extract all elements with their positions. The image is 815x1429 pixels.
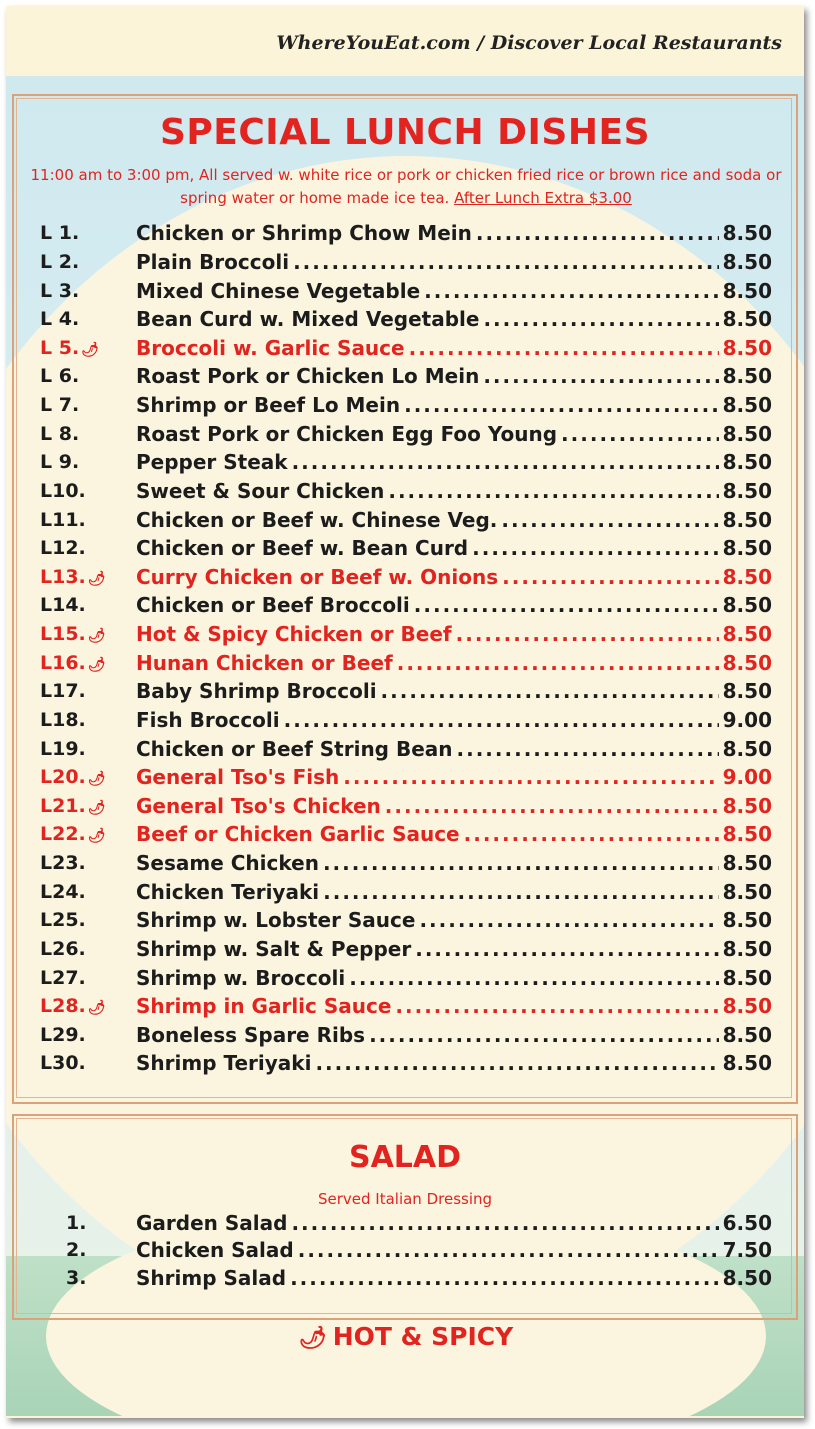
item-code xyxy=(40,394,130,416)
item-code xyxy=(40,594,130,616)
item-code-text: L 9. xyxy=(40,451,80,474)
dot-leader xyxy=(293,250,719,274)
item-code-text: L21. xyxy=(40,794,86,817)
item-code xyxy=(40,680,130,702)
chili-pepper-icon: 🌶︎ xyxy=(87,771,106,788)
item-line xyxy=(136,565,772,589)
dot-leader xyxy=(414,593,719,617)
item-code xyxy=(40,280,130,302)
item-code-text: L15. xyxy=(40,623,86,646)
menu-item xyxy=(6,763,804,792)
item-name: Mixed Chinese Vegetable xyxy=(136,278,421,303)
item-name: Boneless Spare Ribs xyxy=(136,1022,366,1047)
item-line xyxy=(136,450,772,474)
dot-leader xyxy=(476,221,719,245)
dot-leader xyxy=(419,908,718,932)
item-name: Sesame Chicken xyxy=(136,851,319,876)
dot-leader xyxy=(415,937,718,961)
after-lunch-extra: After Lunch Extra $3.00 xyxy=(454,189,632,207)
item-price: 8.50 xyxy=(722,622,772,647)
item-price: 8.50 xyxy=(722,822,772,847)
dot-leader xyxy=(290,1266,719,1290)
item-name: Shrimp or Beef Lo Mein xyxy=(136,393,401,418)
dot-leader xyxy=(472,536,719,560)
item-name: Garden Salad xyxy=(136,1210,288,1235)
menu-item xyxy=(6,648,804,677)
item-code xyxy=(40,423,130,445)
chili-pepper-icon: 🌶︎ xyxy=(87,570,106,587)
item-line xyxy=(136,994,772,1018)
item-price: 8.50 xyxy=(722,793,772,818)
dot-leader xyxy=(369,1023,719,1047)
dot-leader xyxy=(395,994,718,1018)
hot-spicy-legend xyxy=(6,1322,804,1351)
salad-title: SALAD xyxy=(348,1140,462,1175)
item-price: 6.50 xyxy=(722,1210,772,1235)
dot-leader xyxy=(424,279,719,303)
item-code xyxy=(40,308,130,330)
item-code xyxy=(40,766,130,788)
item-name: Sweet & Sour Chicken xyxy=(136,478,385,503)
item-line xyxy=(136,393,772,417)
item-price: 8.50 xyxy=(722,421,772,446)
dot-leader xyxy=(323,880,719,904)
item-line xyxy=(136,536,772,560)
item-code-text: L30. xyxy=(40,1052,86,1075)
item-code xyxy=(40,566,130,588)
item-line xyxy=(136,1023,772,1047)
item-code xyxy=(40,623,130,645)
menu-item xyxy=(6,734,804,763)
item-code-text: 3. xyxy=(66,1266,87,1289)
dot-leader xyxy=(483,307,718,331)
dot-leader xyxy=(298,1238,719,1262)
dot-leader xyxy=(397,651,719,675)
dot-leader xyxy=(323,851,719,875)
item-line xyxy=(136,508,772,532)
menu-item xyxy=(6,1021,804,1050)
item-price: 8.50 xyxy=(722,650,772,675)
item-line xyxy=(136,1211,772,1235)
item-price: 9.00 xyxy=(722,707,772,732)
item-price: 8.50 xyxy=(722,593,772,618)
menu-item xyxy=(6,1049,804,1078)
item-code xyxy=(40,509,130,531)
item-line xyxy=(136,279,772,303)
menu-item xyxy=(6,276,804,305)
item-price: 8.50 xyxy=(722,908,772,933)
item-code xyxy=(40,967,130,989)
menu-item xyxy=(6,591,804,620)
item-price: 8.50 xyxy=(722,994,772,1019)
item-name: General Tso's Chicken xyxy=(136,793,381,818)
item-name: Chicken Salad xyxy=(136,1238,294,1263)
dot-leader xyxy=(464,822,719,846)
lunch-hours-note: 11:00 am to 3:00 pm, All served w. white rice or pork or chicken fried rice or brown rice and soda or spring water or home made ice tea. xyxy=(30,166,782,207)
item-name: Chicken or Beef w. Chinese Veg. xyxy=(136,507,498,532)
chili-pepper-icon: 🌶︎ xyxy=(87,828,106,845)
menu-item xyxy=(6,248,804,277)
item-price: 8.50 xyxy=(722,965,772,990)
item-name: Roast Pork or Chicken Lo Mein xyxy=(136,364,480,389)
item-line xyxy=(136,679,772,703)
item-code-text: L10. xyxy=(40,479,86,502)
lunch-menu-list xyxy=(6,219,804,1078)
item-line xyxy=(136,765,772,789)
item-price: 8.50 xyxy=(722,851,772,876)
item-code xyxy=(40,451,130,473)
item-code-text: L12. xyxy=(40,537,86,560)
dot-leader xyxy=(291,1211,718,1235)
menu-item xyxy=(6,219,804,248)
item-name: Chicken or Beef w. Bean Curd xyxy=(136,536,469,561)
item-line xyxy=(136,622,772,646)
menu-item xyxy=(6,448,804,477)
item-price: 8.50 xyxy=(722,936,772,961)
item-code xyxy=(40,365,130,387)
item-code-text: L19. xyxy=(40,737,86,760)
item-code xyxy=(40,480,130,502)
item-price: 8.50 xyxy=(722,507,772,532)
item-code xyxy=(40,881,130,903)
item-line xyxy=(136,1238,772,1262)
item-code-text: L 5. xyxy=(40,336,80,359)
item-name: Hunan Chicken or Beef xyxy=(136,650,393,675)
menu-item xyxy=(6,620,804,649)
item-price: 8.50 xyxy=(722,364,772,389)
dot-leader xyxy=(456,622,719,646)
chili-pepper-icon: 🌶︎ xyxy=(87,656,106,673)
menu-item xyxy=(6,362,804,391)
salad-item xyxy=(6,1237,804,1265)
item-code-text: L 3. xyxy=(40,279,80,302)
salad-subtitle: Served Italian Dressing xyxy=(317,1190,493,1208)
item-line xyxy=(136,822,772,846)
item-code-text: L20. xyxy=(40,766,86,789)
menu-item xyxy=(6,305,804,334)
salad-item xyxy=(6,1209,804,1237)
menu-item xyxy=(6,534,804,563)
item-code-text: L 6. xyxy=(40,365,80,388)
item-code-text: L14. xyxy=(40,594,86,617)
item-name: Shrimp w. Lobster Sauce xyxy=(136,908,416,933)
item-name: Chicken or Beef Broccoli xyxy=(136,593,410,618)
item-code-text: 2. xyxy=(66,1239,87,1262)
dot-leader xyxy=(388,479,718,503)
item-name: Fish Broccoli xyxy=(136,707,280,732)
item-line xyxy=(136,593,772,617)
menu-item xyxy=(6,706,804,735)
menu-item xyxy=(6,505,804,534)
item-line xyxy=(136,221,772,245)
item-name: Bean Curd w. Mixed Vegetable xyxy=(136,307,480,332)
menu-item xyxy=(6,677,804,706)
menu-item xyxy=(6,849,804,878)
item-price: 8.50 xyxy=(722,736,772,761)
item-name: Shrimp Salad xyxy=(136,1265,287,1290)
item-code-text: L11. xyxy=(40,508,86,531)
salad-item xyxy=(6,1264,804,1292)
item-code xyxy=(40,738,130,760)
dot-leader xyxy=(343,765,718,789)
item-price: 8.50 xyxy=(722,1265,772,1290)
item-code-text: L16. xyxy=(40,651,86,674)
menu-item xyxy=(6,935,804,964)
item-code-text: L23. xyxy=(40,852,86,875)
item-code-text: L 8. xyxy=(40,422,80,445)
item-name: Curry Chicken or Beef w. Onions xyxy=(136,564,499,589)
chili-pepper-icon: 🌶︎ xyxy=(87,799,106,816)
item-code xyxy=(40,909,130,931)
item-price: 8.50 xyxy=(722,564,772,589)
item-line xyxy=(136,364,772,388)
item-name: Roast Pork or Chicken Egg Foo Young xyxy=(136,421,558,446)
item-name: Baby Shrimp Broccoli xyxy=(136,679,377,704)
item-price: 9.00 xyxy=(722,765,772,790)
dot-leader xyxy=(404,393,719,417)
item-code xyxy=(40,337,130,359)
item-price: 8.50 xyxy=(722,679,772,704)
menu-item xyxy=(6,820,804,849)
dot-leader xyxy=(284,708,719,732)
dot-leader xyxy=(385,794,719,818)
item-code-text: L 4. xyxy=(40,308,80,331)
menu-item xyxy=(6,419,804,448)
item-line xyxy=(136,1051,772,1075)
item-code-text: L22. xyxy=(40,823,86,846)
item-code-text: L13. xyxy=(40,565,86,588)
item-price: 8.50 xyxy=(722,278,772,303)
menu-page xyxy=(6,6,804,1418)
item-price: 8.50 xyxy=(722,478,772,503)
item-name: Shrimp w. Salt & Pepper xyxy=(136,936,412,961)
item-name: Shrimp in Garlic Sauce xyxy=(136,994,392,1019)
item-code xyxy=(40,251,130,273)
item-name: Beef or Chicken Garlic Sauce xyxy=(136,822,460,847)
item-line xyxy=(136,651,772,675)
menu-item xyxy=(6,477,804,506)
item-name: General Tso's Fish xyxy=(136,765,340,790)
item-price: 8.50 xyxy=(722,879,772,904)
lunch-title: SPECIAL LUNCH DISHES xyxy=(159,112,650,153)
item-code xyxy=(40,652,130,674)
item-code-text: L28. xyxy=(40,995,86,1018)
item-name: Shrimp w. Broccoli xyxy=(136,965,346,990)
item-line xyxy=(136,966,772,990)
item-name: Shrimp Teriyaki xyxy=(136,1051,312,1076)
item-code xyxy=(40,1052,130,1074)
item-name: Plain Broccoli xyxy=(136,249,290,274)
chili-pepper-icon: 🌶︎ xyxy=(87,628,106,645)
dot-leader xyxy=(502,565,719,589)
item-code-text: L 2. xyxy=(40,250,80,273)
item-line xyxy=(136,908,772,932)
item-line xyxy=(136,708,772,732)
item-code xyxy=(40,938,130,960)
item-line xyxy=(136,1266,772,1290)
item-code-text: L29. xyxy=(40,1023,86,1046)
menu-item xyxy=(6,906,804,935)
menu-item xyxy=(6,334,804,363)
dot-leader xyxy=(315,1051,718,1075)
item-line xyxy=(136,880,772,904)
item-code-text: L 7. xyxy=(40,394,80,417)
dot-leader xyxy=(292,450,719,474)
item-name: Chicken Teriyaki xyxy=(136,879,320,904)
item-name: Hot & Spicy Chicken or Beef xyxy=(136,622,452,647)
item-code xyxy=(40,995,130,1017)
item-code-text: L 1. xyxy=(40,222,80,245)
chili-pepper-icon: 🌶︎ xyxy=(81,341,99,358)
item-code-text: 1. xyxy=(66,1211,87,1234)
item-name: Chicken or Beef String Bean xyxy=(136,736,453,761)
item-code-text: L18. xyxy=(40,708,86,731)
item-price: 8.50 xyxy=(722,1051,772,1076)
item-code xyxy=(40,1024,130,1046)
dot-leader xyxy=(561,422,719,446)
item-line xyxy=(136,937,772,961)
item-price: 8.50 xyxy=(722,221,772,246)
item-line xyxy=(136,479,772,503)
item-line xyxy=(136,794,772,818)
dot-leader xyxy=(409,336,719,360)
item-line xyxy=(136,737,772,761)
item-code-text: L17. xyxy=(40,680,86,703)
item-line xyxy=(136,250,772,274)
menu-item xyxy=(6,963,804,992)
dot-leader xyxy=(483,364,718,388)
legend-label: HOT & SPICY xyxy=(332,1322,514,1351)
menu-item xyxy=(6,877,804,906)
item-code xyxy=(40,537,130,559)
menu-item xyxy=(6,992,804,1021)
item-line xyxy=(136,851,772,875)
item-code-text: L26. xyxy=(40,937,86,960)
item-code xyxy=(40,222,130,244)
item-price: 8.50 xyxy=(722,536,772,561)
dot-leader xyxy=(501,508,718,532)
item-price: 7.50 xyxy=(722,1238,772,1263)
item-code xyxy=(40,795,130,817)
item-price: 8.50 xyxy=(722,335,772,360)
lunch-subtitle xyxy=(26,164,786,210)
item-price: 8.50 xyxy=(722,393,772,418)
dot-leader xyxy=(381,679,719,703)
item-price: 8.50 xyxy=(722,249,772,274)
item-name: Chicken or Shrimp Chow Mein xyxy=(136,221,472,246)
chili-pepper-icon: 🌶︎ xyxy=(298,1326,327,1351)
chili-pepper-icon: 🌶︎ xyxy=(87,1000,106,1017)
item-code xyxy=(40,709,130,731)
dot-leader xyxy=(349,966,718,990)
salad-menu-list xyxy=(6,1209,804,1292)
menu-item xyxy=(6,391,804,420)
item-code-text: L25. xyxy=(40,909,86,932)
item-name: Pepper Steak xyxy=(136,450,288,475)
item-line xyxy=(136,422,772,446)
menu-item xyxy=(6,792,804,821)
menu-item xyxy=(6,563,804,592)
item-line xyxy=(136,307,772,331)
item-line xyxy=(136,336,772,360)
dot-leader xyxy=(457,737,719,761)
site-watermark: WhereYouEat.com / Discover Local Restaurants xyxy=(276,32,782,54)
item-code xyxy=(40,823,130,845)
item-price: 8.50 xyxy=(722,450,772,475)
item-name: Broccoli w. Garlic Sauce xyxy=(136,335,405,360)
item-code-text: L24. xyxy=(40,880,86,903)
item-price: 8.50 xyxy=(722,1022,772,1047)
item-code-text: L27. xyxy=(40,966,86,989)
item-price: 8.50 xyxy=(722,307,772,332)
item-code xyxy=(40,852,130,874)
